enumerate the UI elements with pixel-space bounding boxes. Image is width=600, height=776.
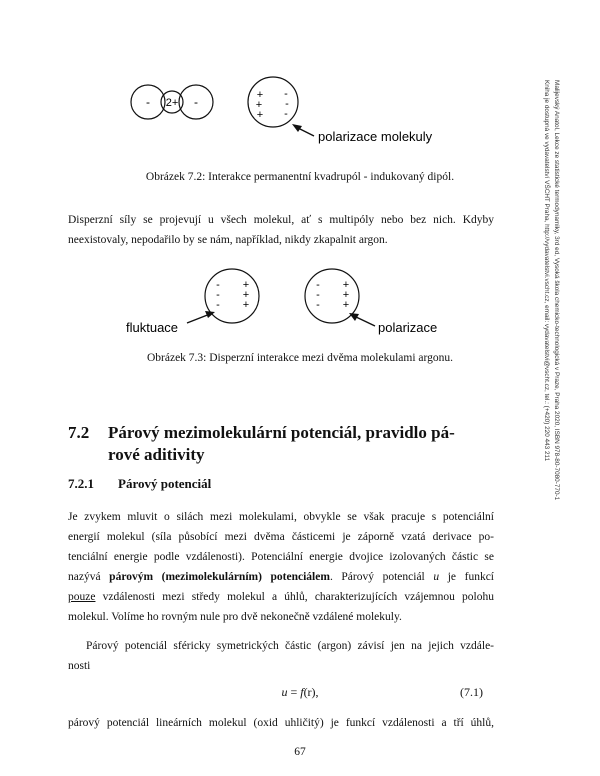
subsection-number: 7.2.1 [68, 476, 94, 491]
paragraph [68, 507, 494, 627]
paragraph [68, 636, 494, 676]
charge-label: - [284, 88, 288, 100]
charge-label: 2+ [165, 97, 179, 109]
charge-label: - [146, 95, 150, 109]
text-line: párový potenciál lineárních molekul (oxid uhličitý) je funkcí vzdálenosti a tří úhlů, [68, 717, 494, 729]
polarization-arrow [292, 124, 314, 136]
arrow-label: polarizace molekuly [318, 129, 433, 144]
math-variable: u [281, 685, 288, 699]
charge-label: + [342, 299, 350, 311]
text-run: vzdálenosti mezi středy molekul a úhlů, charakterizujících vzájemnou polohu [95, 591, 494, 603]
math-variable: u [433, 571, 440, 583]
math-operator: = [287, 685, 301, 699]
charge-label: - [316, 289, 320, 301]
charge-label: + [242, 279, 250, 291]
side-note-line1: Malijevský Anatol, Lekce ze statistické termodynamiky, 3rd ed, Vysoká škola chemicko-technologická v Praze, Praha 2020, ISBN 978-80-7080-770-1 [553, 80, 560, 501]
quadrupole-molecule [131, 85, 213, 119]
charge-label: + [342, 289, 350, 301]
fluctuating-molecule [205, 269, 259, 323]
underlined-word: pouze [68, 591, 96, 603]
math-function: f [300, 685, 304, 699]
math-argument: (r), [303, 685, 319, 699]
charge-label: - [284, 108, 288, 120]
figure-caption: Obrázek 7.3: Disperzní interakce mezi dvěma molekulami argonu. [146, 352, 454, 364]
paragraph [68, 210, 494, 250]
text-line: tenciální energie podle vzdálenosti). Potenciální energie dvojice izolovaných částic se [68, 551, 494, 563]
bold-term: párovým (mezimolekulárním) potenciálem [109, 571, 330, 583]
charge-label: + [256, 109, 264, 121]
induced-dipole-molecule [248, 77, 298, 127]
charge-label: + [242, 289, 250, 301]
charge-label: - [216, 289, 220, 301]
text-run: je funkcí [439, 571, 494, 583]
text-line [68, 567, 494, 587]
charge-label: + [242, 299, 250, 311]
polarization-arrow [349, 313, 375, 326]
charge-label: - [285, 98, 289, 110]
section-title-line1: Párový mezimolekulární potenciál, pravidlo pá- [108, 423, 455, 442]
paragraph [68, 713, 494, 733]
section-heading [68, 422, 508, 466]
equation-number: (7.1) [460, 685, 483, 699]
figure-7-3 [120, 266, 480, 341]
text-run: . Párový potenciál [329, 571, 434, 583]
text-line: Disperzní síly se projevují u všech molekul, ať s multipóly nebo bez nich. Kdyby [68, 214, 494, 226]
figure-7-2 [110, 70, 470, 145]
charge-label: - [216, 279, 220, 291]
text-line: nosti [68, 660, 91, 672]
side-note-line2: Kniha je dostupná ve vydavatelství VŠCHT Praha, http://vydavatelstvi.vscht.cz, email: vydavatelstvi@vscht.cz, tel.: (+420) 220 443 211 [543, 80, 550, 462]
text-line: molekul. Volíme ho rovným nule pro dvě nekonečně vzdálené molekuly. [68, 611, 402, 623]
text-run: nazývá [68, 571, 110, 583]
text-line: neexistovaly, nepodařilo by se nám, například, nikdy zkapalnit argon. [68, 234, 388, 246]
charge-label: + [256, 89, 264, 101]
section-title-line2: rové aditivity [108, 445, 205, 464]
charge-label: - [316, 299, 320, 311]
text-line: Je zvykem mluvit o silách mezi molekulami, obvykle se však pracuje s potenciální [68, 511, 494, 523]
charge-label: - [194, 95, 198, 109]
subsection-title: Párový potenciál [118, 476, 212, 491]
text-line: Párový potenciál sféricky symetrických částic (argon) závisí jen na jejich vzdále- [86, 640, 494, 652]
page-number: 67 [294, 746, 306, 758]
charge-label: + [342, 279, 350, 291]
charge-label: - [316, 279, 320, 291]
arrow-label: polarizace [378, 320, 438, 335]
section-number: 7.2 [68, 423, 90, 442]
charge-label: + [255, 99, 263, 111]
fluctuation-arrow [187, 311, 215, 323]
subsection-heading [68, 476, 211, 492]
text-line [68, 587, 494, 607]
figure-caption: Obrázek 7.2: Interakce permanentní kvadrupól - indukovaný dipól. [145, 171, 455, 183]
charge-label: - [216, 299, 220, 311]
arrow-label: fluktuace [126, 320, 179, 335]
text-line: energií molekul (síla působící mezi dvěma částicemi je záporně vzatá derivace po- [68, 531, 494, 543]
equation [0, 685, 600, 700]
